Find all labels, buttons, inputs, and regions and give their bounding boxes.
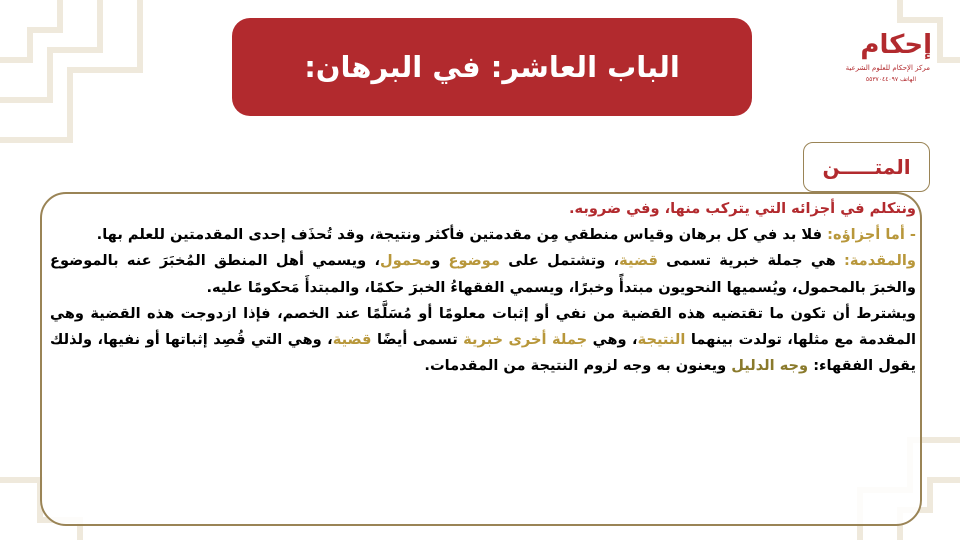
highlighted-term: قضية	[619, 252, 658, 270]
matn-label: المتـــــن	[822, 155, 911, 179]
paragraph	[50, 222, 916, 248]
highlighted-term: موضوع	[448, 252, 500, 270]
text-segment: تسمى أيضًا	[371, 331, 464, 349]
highlighted-term: وجه الدليل	[731, 357, 809, 375]
text-segment: ويعنون به وجه لزوم النتيجة من المقدمات.	[424, 357, 732, 375]
highlighted-term: النتيجة	[637, 331, 686, 349]
logo-subtitle: مركز الإحكام للعلوم الشرعية	[845, 64, 930, 72]
matn-tab	[803, 142, 930, 192]
text-segment: و	[431, 252, 449, 270]
logo-phone: الهاتف ٥٥٣٧٠٤٤٠٩٧	[865, 76, 916, 83]
highlighted-term: ونتكلم في أجزائه التي يتركب منها، وفي ضروبه.	[568, 200, 916, 217]
text-segment: ويشترط أن تكون ما تقتضيه هذه القضية من نفي أو إثبات معلومًا أو مُسَلَّمًا عند الخصم، فإذا ازدوجت هذه القضية وهي المقدمة مع مثلها، تولدت بينهما	[50, 304, 916, 349]
text-segment: فلا بد في كل برهان وقياس منطقي مِن مقدمتين فأكثر ونتيجة، وقد تُحذَف إحدى المقدمتين للعلم بها.	[96, 226, 828, 244]
highlighted-term: - أما أجزاؤه:	[827, 226, 916, 244]
text-segment: ، وهي التي قُصِد إثباتها أو نفيها، ولذلك يقول الفقهاء:	[50, 331, 916, 375]
paragraph	[50, 248, 916, 300]
highlighted-term: قضية	[332, 331, 372, 349]
text-segment: ، وتشتمل على	[499, 252, 620, 270]
text-segment: ، ويسمي أهل المنطق المُخبَرَ عنه بالموضوع والخبرَ بالمحمول، ويُسميها النحويون مبتدأً وخبرًا، ويسمي الفقهاءُ الخبرَ حكمًا، والمبتدأَ مَحكومًا عليه.	[50, 252, 916, 296]
highlighted-term: محمول	[380, 252, 432, 270]
text-segment: ، وهي	[587, 331, 638, 349]
matn-text	[50, 196, 916, 379]
title-banner	[232, 18, 752, 116]
text-segment: هي جملة خبرية تسمى	[657, 252, 844, 270]
paragraph	[50, 301, 916, 380]
logo	[845, 30, 932, 90]
page-title: الباب العاشر: في البرهان:	[304, 50, 680, 84]
paragraph	[50, 196, 916, 222]
highlighted-term: جملة أخرى خبرية	[463, 331, 588, 349]
logo-text: إحكام	[860, 30, 932, 60]
highlighted-term: والمقدمة:	[843, 252, 916, 270]
